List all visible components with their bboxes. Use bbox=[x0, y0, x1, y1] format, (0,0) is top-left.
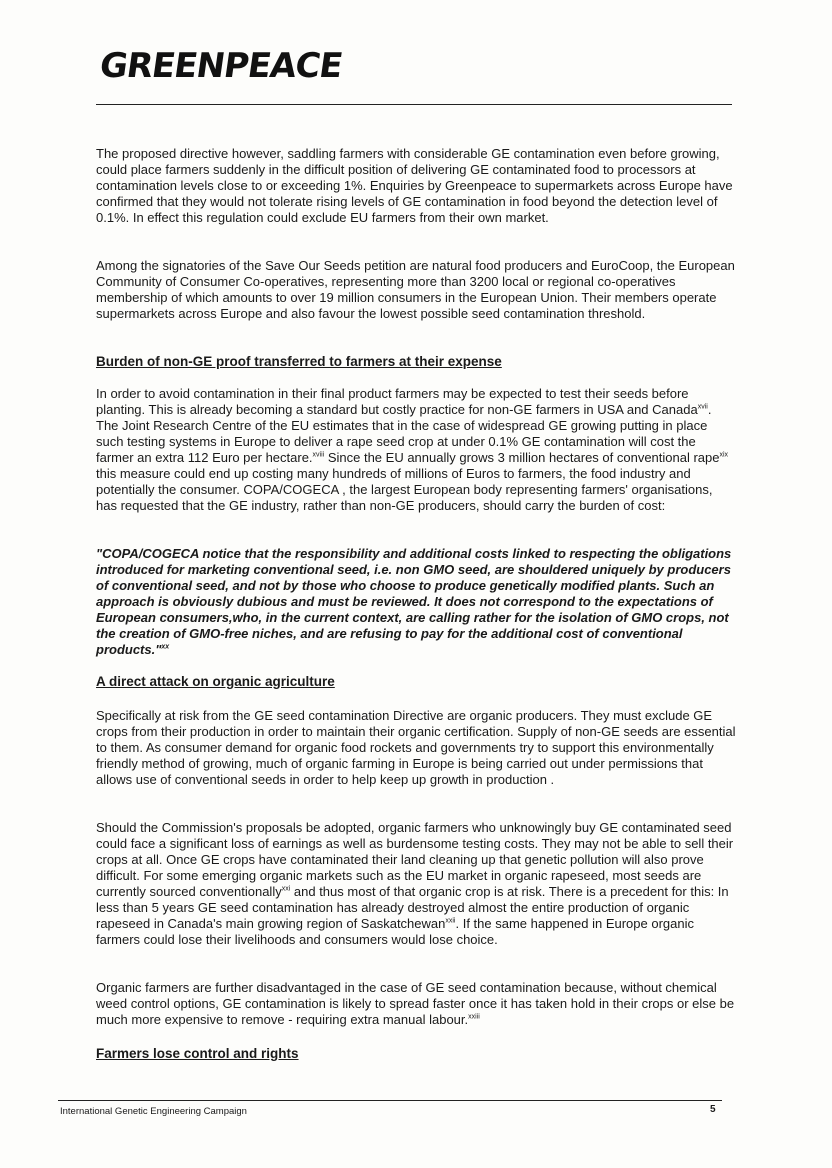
paragraph-weed-control: Organic farmers are further disadvantaged in the case of GE seed contamination because, without chemical weed control options, GE contamination is likely to spread faster once it has taken hold in their crops or else be much more expensive to remove - requiring extra manual labour.$^{xxiii}$ bbox=[96, 980, 735, 1027]
footnote-ref: xvii bbox=[697, 403, 708, 411]
paragraph-commission-proposals: Should the Commission's proposals be adopted, organic farmers who unknowingly buy GE contaminated seed could face a significant loss of earnings as well as burdensome testing costs. They may not be able to sell their crops at all. Once GE crops have contaminated their land cleaning up that genetic pollution will also prove difficult. For some emerging organic markets such as the EU market in organic rapeseed, most seeds are currently sourced conventionally$^{xxi}$ and thus most of that organic crop is at risk. There is a precedent for this: In less than 5 years GE seed contamination has already destroyed almost the entire production of organic rapeseed in Canada's main growing region of Saskatchewan$^{xxii}$. If the same happened in Europe organic farmers could lose their livelihoods and consumers would lose choice. bbox=[96, 820, 734, 947]
header-divider bbox=[96, 104, 732, 105]
heading-organic-agriculture: A direct attack on organic agriculture bbox=[96, 674, 335, 689]
heading-burden-of-proof: Burden of non-GE proof transferred to farmers at their expense bbox=[96, 354, 502, 369]
footnote-ref: xxi bbox=[281, 885, 291, 893]
footnote-ref: xviii bbox=[312, 451, 325, 459]
footer-divider bbox=[58, 1100, 722, 1101]
paragraph-save-our-seeds: Among the signatories of the Save Our Seeds petition are natural food producers and EuroCoop, the European Community of Consumer Co-operatives, representing more than 3200 local or regional co-operatives membership of which amounts to over 19 million consumers in the European Union. Their members operate supermarkets across Europe and also favour the lowest possible seed contamination threshold. bbox=[96, 258, 735, 321]
greenpeace-logo: GREENPEACE bbox=[97, 46, 345, 86]
paragraph-testing-costs: In order to avoid contamination in their final product farmers may be expected to test their seeds before planting. This is already becoming a standard but costly practice for non-GE farmers in USA and Canada$^{xvii}$. The Joint Research Centre of the EU estimates that in the case of widespread GE growing putting in place such testing systems in Europe to deliver a rape seed crop at under 0.1% GE contamination will cost the farmer an extra 112 Euro per hectare.$^{xviii}$ Since the EU annually grows 3 million hectares of conventional rape$^{xix}$ this measure could end up costing many hundreds of millions of Euros to farmers, the food industry and potentially the consumer. COPA/COGECA , the largest European body representing farmers' organisations, has requested that the GE industry, rather than non-GE producers, should carry the burden of cost: bbox=[96, 386, 729, 513]
page-number: 5 bbox=[710, 1104, 716, 1115]
footnote-ref: xxii bbox=[445, 917, 456, 925]
footnote-ref: xx bbox=[161, 643, 170, 651]
paragraph-contamination-levels: The proposed directive however, saddling farmers with considerable GE contamination even before growing, could place farmers suddenly in the difficult position of delivering GE contaminated food to processors at contamination levels close to or exceeding 1%. Enquiries by Greenpeace to supermarkets across Europe have confirmed that they would not tolerate rising levels of GE contamination in food beyond the detection level of 0.1%. In effect this regulation could exclude EU farmers from their own market. bbox=[96, 146, 733, 225]
paragraph-organic-producers: Specifically at risk from the GE seed contamination Directive are organic producers. They must exclude GE crops from their production in order to maintain their organic certification. Supply of non-GE seeds are essential to them. As consumer demand for organic food rockets and governments try to support this environmentally friendly method of growing, much of organic farming in Europe is being carried out under permissions that allows use of conventional seeds in order to help keep up growth in production . bbox=[96, 708, 736, 787]
heading-farmers-lose-control: Farmers lose control and rights bbox=[96, 1046, 299, 1061]
footnote-ref: xxiii bbox=[468, 1013, 480, 1021]
footnote-ref: xix bbox=[719, 451, 729, 459]
quote-copa-cogeca: "COPA/COGECA notice that the responsibility and additional costs linked to respecting the obligations introduced for marketing conventional seed, i.e. non GMO seed, are shouldered uniquely by producers of conventional seed, and not by those who choose to produce genetically modified plants. Such an approach is obviously dubious and must be reviewed. It does not correspond to the expectations of European consumers,who, in the current context, are calling rather for the isolation of GMO crops, not the creation of GMO-free niches, and are refusing to pay for the additional cost of conventional products."$^{xx}$ bbox=[96, 546, 732, 657]
footer-campaign-name: International Genetic Engineering Campaign bbox=[60, 1106, 247, 1117]
